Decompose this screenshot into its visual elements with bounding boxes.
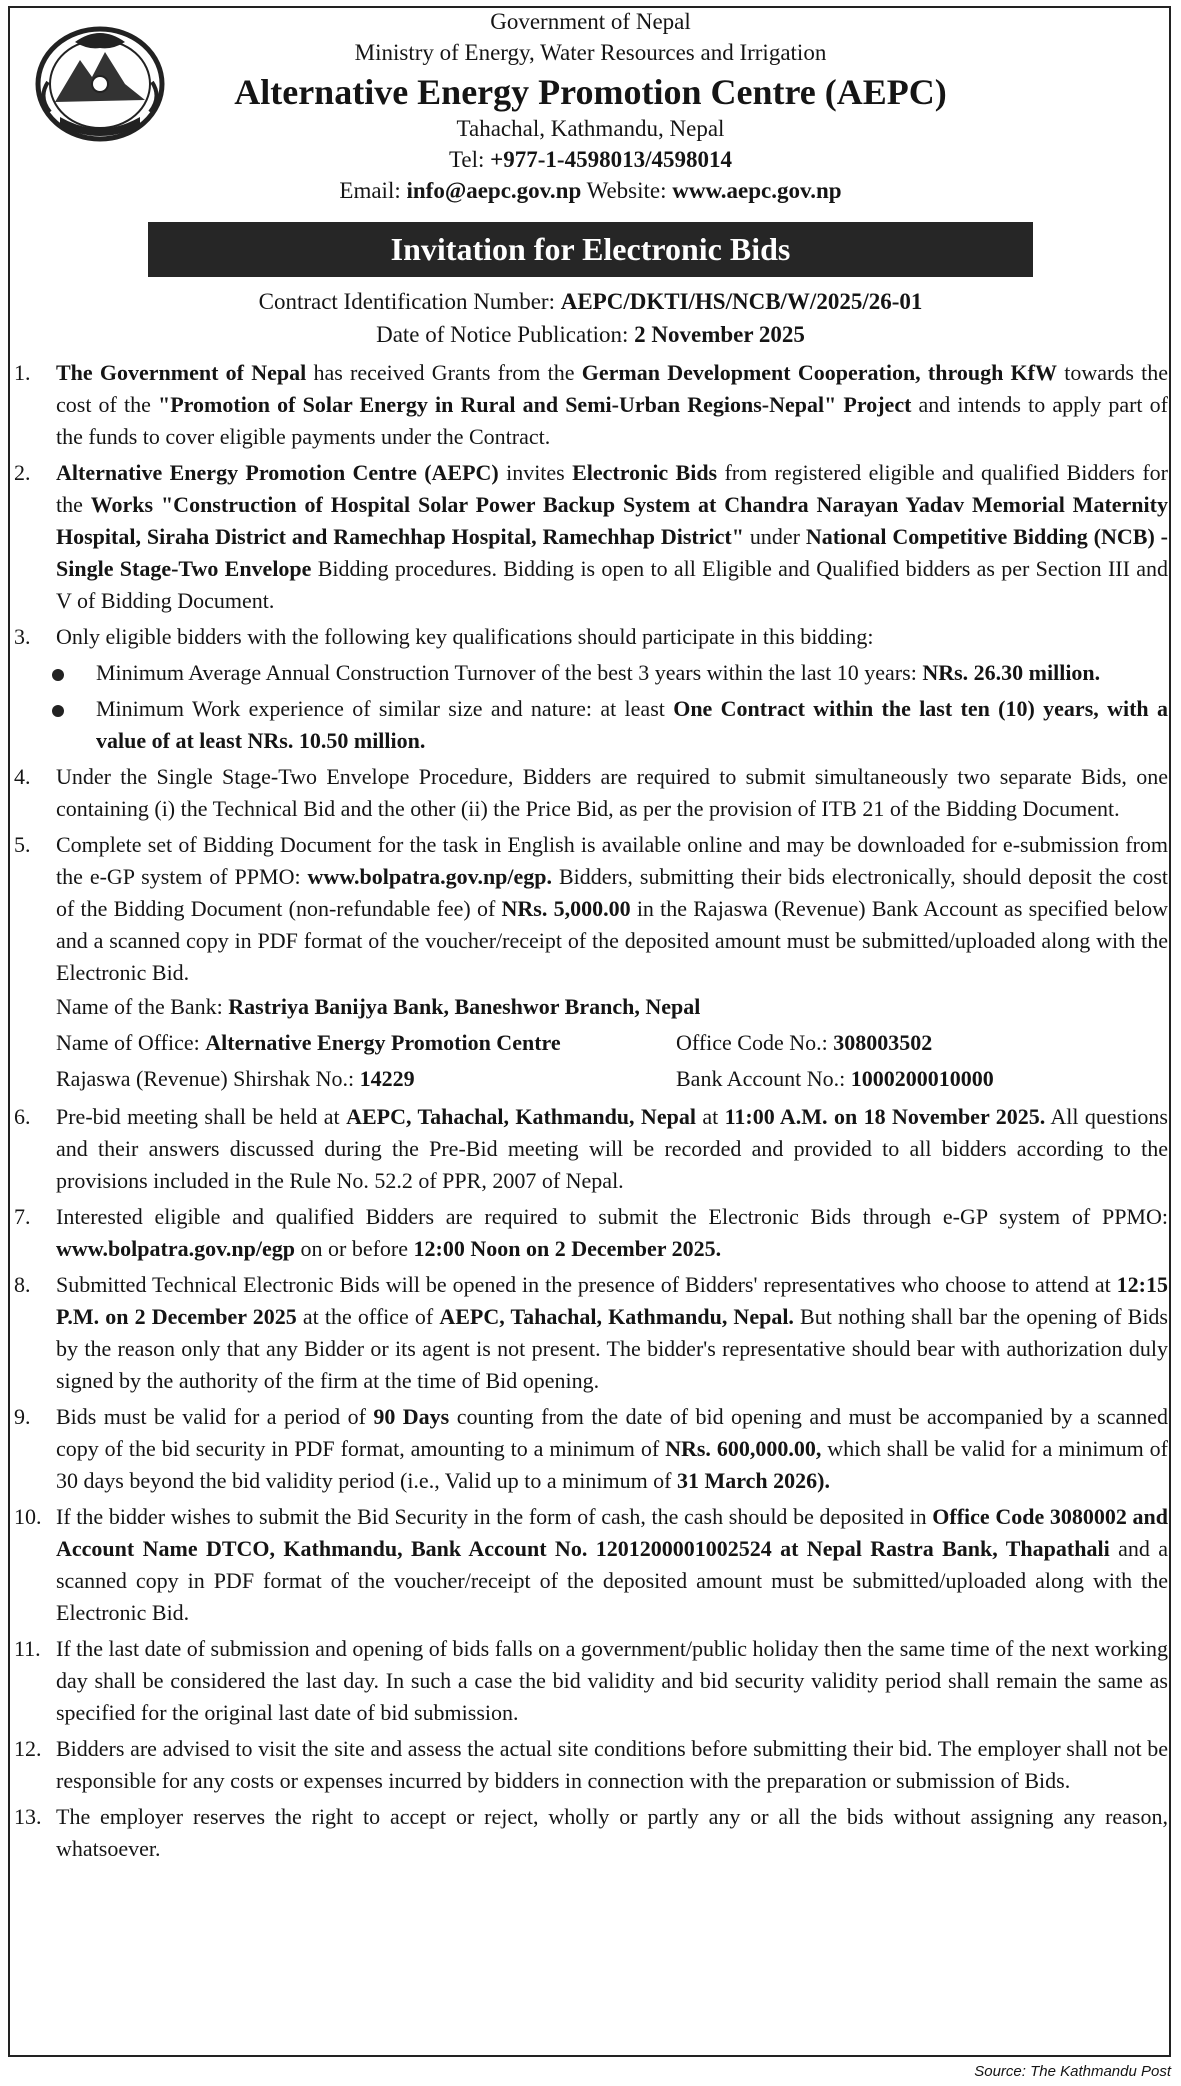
notice-items [8,357,1168,1869]
list-item: 8. Submitted Technical Electronic Bids will be opened in the presence of Bidders' representatives who choose to attend at 12:15 P.M. on 2 December 2025 at the office of AEPC, Tahachal, Kathmandu, Nepal. But nothing shall bar the opening of Bids by the reason only that any Bidder or its agent is not present. The bidder's representative should bear with authorization duly signed by the authority of the firm at the time of Bid opening. [14,1272,1168,1393]
list-item: 5. Complete set of Bidding Document for the task in English is available online and may be downloaded for e-submission from the e-GP system of PPMO: www.bolpatra.gov.np/egp. Bidders, submitting their bids electronically, should deposit the cost of the Bidding Document (non-refundable fee) of NRs. 5,000.00 in the Rajaswa (Revenue) Bank Account as specified below and a scanned copy in PDF format of the voucher/receipt of the deposited amount must be submitted/uploaded along with the Electronic Bid. Name of the Bank: Rastriya Banijya Bank, Baneshwor Branch, Nepal Name of Office: Alternative Energy Promotion Centre Office Code No.: 308003502 Rajaswa (Revenue) Shirshak No.: 14229 Bank Account No.: 1000200010000 [8,829,1168,1097]
list-item: 10. If the bidder wishes to submit the Bid Security in the form of cash, the cash should be deposited in Office Code 3080002 and Account Name DTCO, Kathmandu, Bank Account No. 1201200001002524 at Nepal Rastra Bank, Thapathali and a scanned copy in PDF format of the voucher/receipt of the deposited amount must be submitted/uploaded along with the Electronic Bid. [14,1504,1169,1625]
list-item: 6. Pre-bid meeting shall be held at AEPC, Tahachal, Kathmandu, Nepal at 11:00 A.M. on 18 November 2025. All questions and their answers discussed during the Pre-Bid meeting will be recorded and provided to all bidders according to the provisions included in the Rule No. 52.2 of PPR, 2007 of Nepal. [14,1104,1168,1193]
publication-date: Date of Notice Publication: 2 November 2025 [376,322,805,347]
bank-name-row: Name of the Bank: Rastriya Banijya Bank, Baneshwor Branch, Nepal [56,994,701,1019]
list-item: 11. If the last date of submission and opening of bids falls on a government/public holiday then the same time of the next working day shall be considered the last day. In such a case the bid validity and bid security validity period shall remain the same as specified for the original last date of bid submission. [14,1636,1168,1725]
organization-name: Alternative Energy Promotion Centre (AEPC) [234,72,947,112]
contact-line: Email: info@aepc.gov.np Website: www.aepc.gov.np [339,178,842,203]
office-row: Name of Office: Alternative Energy Promotion Centre Office Code No.: 308003502 [56,1030,933,1055]
list-item: 7. Interested eligible and qualified Bidders are required to submit the Electronic Bids through e-GP system of PPMO: www.bolpatra.gov.np/egp on or before 12:00 Noon on 2 December 2025. [14,1204,1168,1261]
ministry-name: Ministry of Energy, Water Resources and Irrigation [354,40,827,65]
list-item: 12. Bidders are advised to visit the site and assess the actual site conditions before submitting their bid. The employer shall not be responsible for any costs or expenses incurred by bidders in connection with the preparation or submission of Bids. [14,1736,1168,1793]
qualification-bullet: Minimum Work experience of similar size and nature: at least One Contract within the last ten (10) years, with a value of at least NRs. 10.50 million. [8,693,1168,757]
list-item: 2. Alternative Energy Promotion Centre (AEPC) invites Electronic Bids from registered eligible and qualified Bidders for the Works "Construction of Hospital Solar Power Backup System at Chandra Narayan Yadav Memorial Maternity Hospital, Siraha District and Ramechhap Hospital, Ramechhap District" under National Competitive Bidding (NCB) - Single Stage-Two Envelope Bidding procedures. Bidding is open to all Eligible and Qualified bidders as per Section III and V of Bidding Document. [14,460,1168,613]
email-address: info@aepc.gov.np [406,178,582,203]
notice-title: Invitation for Electronic Bids [148,222,1033,277]
government-name: Government of Nepal [490,9,691,34]
list-item: 13. The employer reserves the right to accept or reject, wholly or partly any or all the bids without assigning any reason, whatsoever. [14,1804,1168,1861]
telephone: Tel: +977-1-4598013/4598014 [448,147,732,172]
list-item: 9. Bids must be valid for a period of 90 Days counting from the date of bid opening and must be accompanied by a scanned copy of the bid security in PDF format, amounting to a minimum of NRs. 600,000.00, which shall be valid for a minimum of 30 days beyond the bid validity period (i.e., Valid up to a minimum of 31 March 2026). [14,1404,1169,1493]
address: Tahachal, Kathmandu, Nepal [456,116,725,141]
list-item: 4. Under the Single Stage-Two Envelope Procedure, Bidders are required to submit simultaneously two separate Bids, one containing (i) the Technical Bid and the other (ii) the Price Bid, as per the provision of ITB 21 of the Bidding Document. [14,764,1168,821]
account-row: Rajaswa (Revenue) Shirshak No.: 14229 Bank Account No.: 1000200010000 [56,1066,994,1091]
website: www.aepc.gov.np [672,178,842,203]
bullet-icon [52,705,64,717]
bullet-icon [52,669,64,681]
telephone-number: +977-1-4598013/4598014 [490,147,732,172]
list-item: 1. The Government of Nepal has received Grants from the German Development Cooperation, through KfW towards the cost of the "Promotion of Solar Energy in Rural and Semi-Urban Regions-Nepal" Project and intends to apply part of the funds to cover eligible payments under the Contract. [14,360,1168,449]
qualification-bullet: Minimum Average Annual Construction Turnover of the best 3 years within the last 10 years: NRs. 26.30 million. [8,657,1168,689]
source-credit: Source: The Kathmandu Post [974,2063,1171,2080]
list-item: 3. Only eligible bidders with the following key qualifications should participate in this bidding: [14,624,874,649]
contract-id: Contract Identification Number: AEPC/DKTI/HS/NCB/W/2025/26-01 [258,289,923,314]
